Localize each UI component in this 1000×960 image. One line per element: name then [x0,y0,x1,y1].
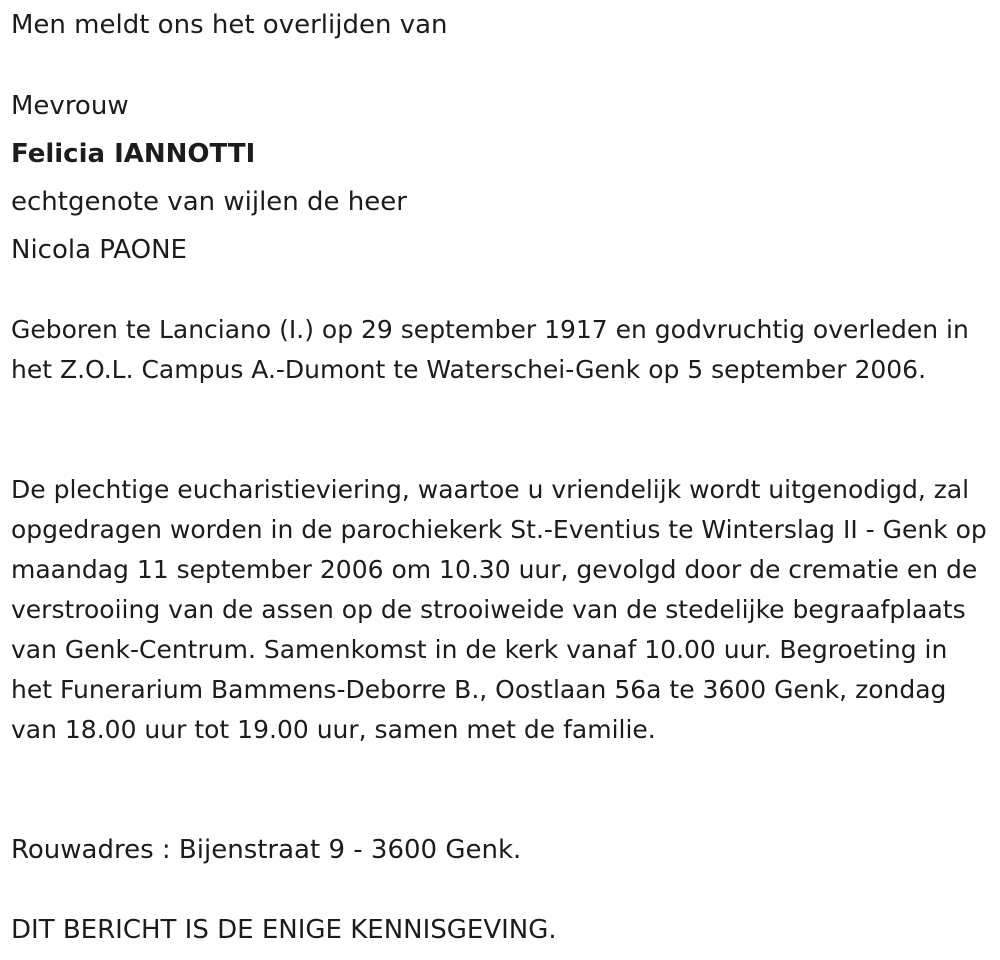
intro-line: Men meldt ons het overlijden van [11,10,448,40]
salutation: Mevrouw [11,91,129,121]
ceremony-paragraph: De plechtige eucharistieviering, waartoe u vriendelijk wordt uitgenodigd, zal opgedragen worden in de parochiekerk St.-Eventius te Winterslag II - Genk op maandag 11 september 2006 om 10.30 uur, gevolgd door de crematie en de verstrooiing van de assen op de strooiweide van de stedelijke begraafplaats van Genk-Centrum. Samenkomst in de kerk vanaf 10.00 uur. Begroeting in het Funerarium Bammens-Deborre B., Oostlaan 56a te 3600 Genk, zondag van 18.00 uur tot 19.00 uur, samen met de familie. [11,475,987,744]
deceased-name: Felicia IANNOTTI [11,139,256,169]
birth-death-paragraph: Geboren te Lanciano (I.) op 29 september 1917 en godvruchtig overleden in het Z.O.L. Campus A.-Dumont te Waterschei-Genk op 5 september 2006. [11,315,969,384]
closing-statement: DIT BERICHT IS DE ENIGE KENNISGEVING. [11,915,557,945]
mourning-address: Rouwadres : Bijenstraat 9 - 3600 Genk. [11,835,522,865]
relation-line: echtgenote van wijlen de heer [11,187,407,217]
spouse-name: Nicola PAONE [11,235,187,265]
